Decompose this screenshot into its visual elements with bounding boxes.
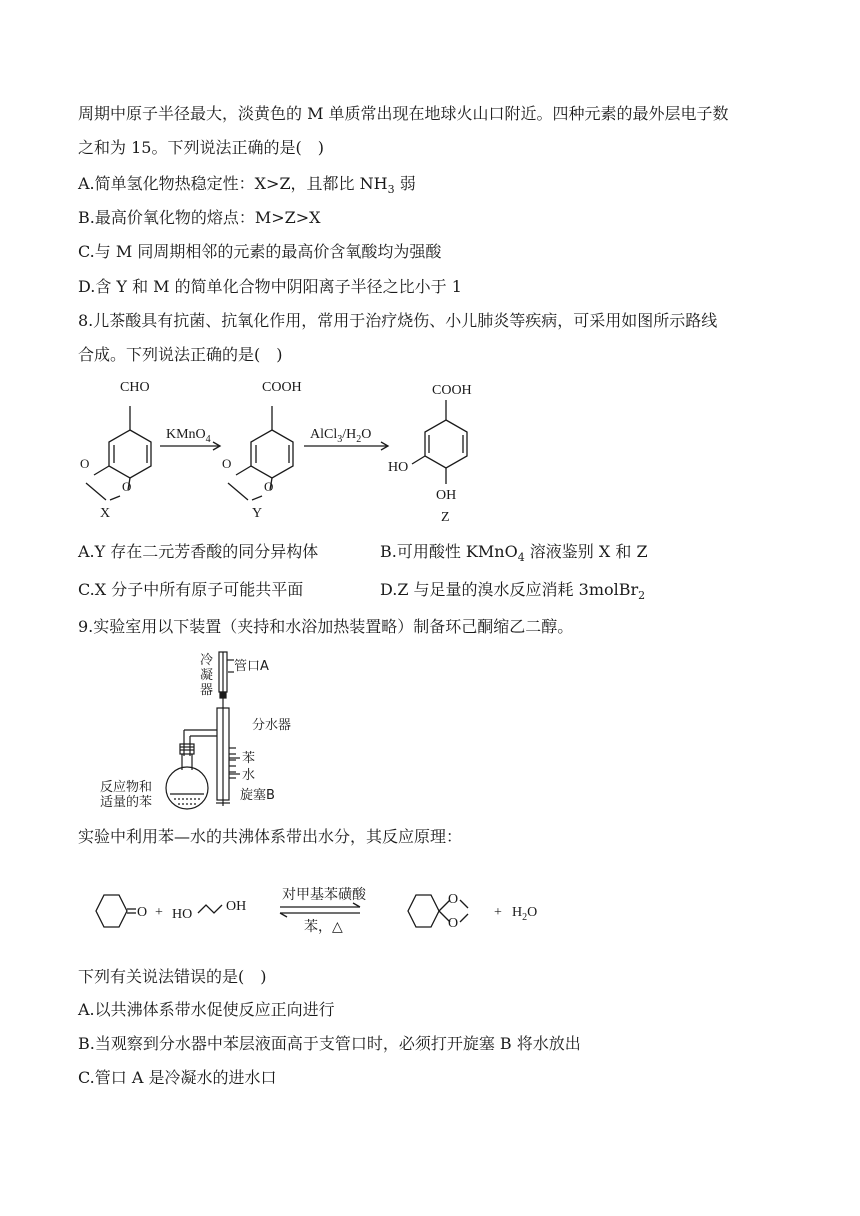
flask-label-2: 适量的苯: [100, 795, 153, 810]
q7-option-a-text: A.简单氢化物热稳定性：X>Z，且都比 NH: [78, 174, 388, 193]
glycol-oh-label: OH: [226, 899, 247, 914]
q7-option-a: [78, 173, 416, 201]
q8-option-c: C.X 分子中所有原子可能共平面: [78, 580, 304, 599]
condenser-char-2: 凝: [200, 668, 214, 683]
reagent-kmno4-text: KMnO: [166, 427, 206, 442]
water-sub: 2: [522, 912, 528, 923]
q9-option-c: C.管口 A 是冷凝水的进水口: [78, 1068, 277, 1087]
reagent-alcl3-sub: 3: [337, 434, 343, 445]
q7-option-d: D.含 Y 和 M 的简单化合物中阴阳离子半径之比小于 1: [78, 277, 462, 296]
x-cho-label: CHO: [120, 380, 150, 395]
q8-line2: 合成。下列说法正确的是( ): [78, 345, 283, 364]
y-ring-o2: O: [264, 479, 274, 494]
q9-option-b: B.当观察到分水器中苯层液面高于支管口时，必须打开旋塞 B 将水放出: [78, 1034, 581, 1053]
z-compound-label: Z: [441, 510, 450, 525]
reagent-alcl3-mid: /H: [342, 427, 357, 442]
y-ring-o1: O: [222, 456, 232, 471]
ketone-o-label: O: [137, 905, 148, 920]
q8-option-d-pre: D.Z 与足量的溴水反应消耗 3molBr: [380, 580, 639, 599]
condenser-char-1: 冷: [200, 653, 214, 668]
condenser-char-3: 器: [200, 683, 214, 698]
water-formula: [512, 905, 537, 923]
port-a-label: 管口A: [234, 659, 269, 674]
q9-line3: 下列有关说法错误的是( ): [78, 967, 267, 986]
z-oh-label: OH: [436, 488, 457, 503]
ketal-o2-label: O: [448, 916, 459, 931]
q9-apparatus-figure: [96, 648, 316, 812]
q9-reaction-equation: [76, 878, 556, 942]
q8-option-d: [380, 579, 645, 607]
water-label: 水: [242, 768, 256, 783]
q8-reaction-scheme: [70, 372, 510, 532]
z-ho-label: HO: [388, 460, 409, 475]
q9-line2: 实验中利用苯—水的共沸体系带出水分，其反应原理：: [78, 827, 463, 846]
q8-option-a: A.Y 存在二元芳香酸的同分异构体: [78, 542, 319, 561]
q9-line1: 9.实验室用以下装置（夹持和水浴加热装置略）制备环己酮缩乙二醇。: [78, 617, 574, 636]
q7-line2: 之和为 15。下列说法正确的是( ): [78, 138, 324, 157]
reagent-alcl3-sub2: 2: [356, 434, 362, 445]
separator-label: 分水器: [252, 718, 292, 733]
water-h: H: [512, 905, 523, 920]
q8-option-d-sub: 2: [638, 589, 646, 603]
q7-line1: 周期中原子半径最大，淡黄色的 M 单质常出现在地球火山口附近。四种元素的最外层电子数: [78, 104, 729, 123]
q7-option-a-end: 弱: [394, 174, 416, 193]
condition-label: 苯，△: [304, 919, 343, 935]
x-compound-label: X: [100, 506, 111, 521]
water-o: O: [527, 905, 538, 920]
benzene-label: 苯: [242, 751, 256, 766]
reagent-kmno4-sub: 4: [205, 434, 211, 445]
q8-option-b-sub: 4: [517, 551, 525, 565]
plus-sign-2: +: [494, 905, 502, 920]
q8-option-b-pre: B.可用酸性 KMnO: [380, 542, 518, 561]
y-cooh-label: COOH: [262, 380, 302, 395]
q9-option-a: A.以共沸体系带水促使反应正向进行: [78, 1000, 335, 1019]
q7-option-a-sub: 3: [387, 183, 395, 197]
ketal-o1-label: O: [448, 892, 459, 907]
q7-option-c: C.与 M 同周期相邻的元素的最高价含氧酸均为强酸: [78, 242, 442, 261]
z-cooh-label: COOH: [432, 383, 472, 398]
y-compound-label: Y: [252, 506, 263, 521]
x-ring-o1: O: [80, 456, 90, 471]
catalyst-label: 对甲基苯磺酸: [282, 887, 366, 903]
x-ring-o2: O: [122, 479, 132, 494]
q8-line1: 8.儿茶酸具有抗菌、抗氧化作用，常用于治疗烧伤、小儿肺炎等疾病，可采用如图所示路线: [78, 311, 718, 330]
reagent-alcl3-text: AlCl: [310, 427, 338, 442]
flask-label-1: 反应物和: [100, 780, 153, 795]
plus-sign-1: +: [155, 905, 163, 920]
q8-option-b-post: 溶液鉴别 X 和 Z: [524, 542, 648, 561]
glycol-ho-label: HO: [172, 907, 193, 922]
reagent-alcl3-end: O: [361, 427, 372, 442]
q7-option-b: B.最高价氧化物的熔点：M>Z>X: [78, 208, 321, 227]
reagent-alcl3: [310, 427, 371, 445]
stopcock-b-label: 旋塞B: [240, 788, 275, 803]
q8-option-b: [380, 541, 648, 569]
reagent-kmno4: [166, 427, 211, 445]
